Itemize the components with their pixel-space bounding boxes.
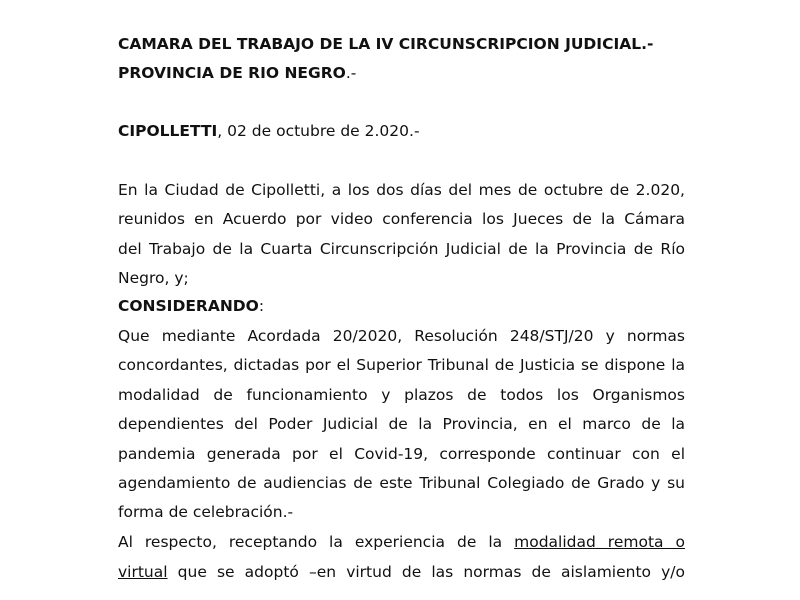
dateline-date: , 02 de octubre de 2.020.- [217,122,420,140]
dateline [118,121,420,141]
paragraph1-line-7: forma de celebración.- [118,503,294,521]
intro-line-3: del Trabajo de la Cuarta Circunscripción Judicial de la Provincia de Río [118,240,685,258]
paragraph1-line-2: concordantes, dictadas por el Superior Tribunal de Justicia se dispone la [118,356,685,374]
paragraph2-underlined-virtual: virtual [118,563,168,581]
header-province: PROVINCIA DE RIO NEGRO [118,64,346,82]
paragraph1-line-5: pandemia generada por el Covid-19, corresponde continuar con el [118,445,685,463]
intro-line-2: reunidos en Acuerdo por video conferencia los Jueces de la Cámara [118,210,685,228]
paragraph1-line-3: modalidad de funcionamiento y plazos de todos los Organismos [118,386,685,404]
paragraph2-line1-text: Al respecto, receptando la experiencia de la [118,533,515,551]
header-province-tail: .- [345,64,357,82]
paragraph2-line-2 [118,562,685,582]
paragraph2-line2-text: que se adoptó –en virtud de las normas de aislamiento y/o [167,563,685,581]
considerando-label: CONSIDERANDO [118,297,259,315]
paragraph1-line-4: dependientes del Poder Judicial de la Provincia, en el marco de la [118,415,685,433]
paragraph2-line-1 [118,532,685,552]
header-line-2 [118,63,356,83]
header-line-1: CAMARA DEL TRABAJO DE LA IV CIRCUNSCRIPCION JUDICIAL.- [118,35,654,53]
intro-line-1: En la Ciudad de Cipolletti, a los dos días del mes de octubre de 2.020, [118,181,685,199]
paragraph1-line-6: agendamiento de audiencias de este Tribunal Colegiado de Grado y su [118,474,685,492]
considerando-heading [118,296,264,316]
intro-line-4: Negro, y; [118,269,189,287]
paragraph2-underlined-modality: modalidad remota o [514,533,685,551]
paragraph1-line-1: Que mediante Acordada 20/2020, Resolución 248/STJ/20 y normas [118,327,685,345]
dateline-city: CIPOLLETTI [118,122,218,140]
considerando-colon: : [258,297,265,315]
